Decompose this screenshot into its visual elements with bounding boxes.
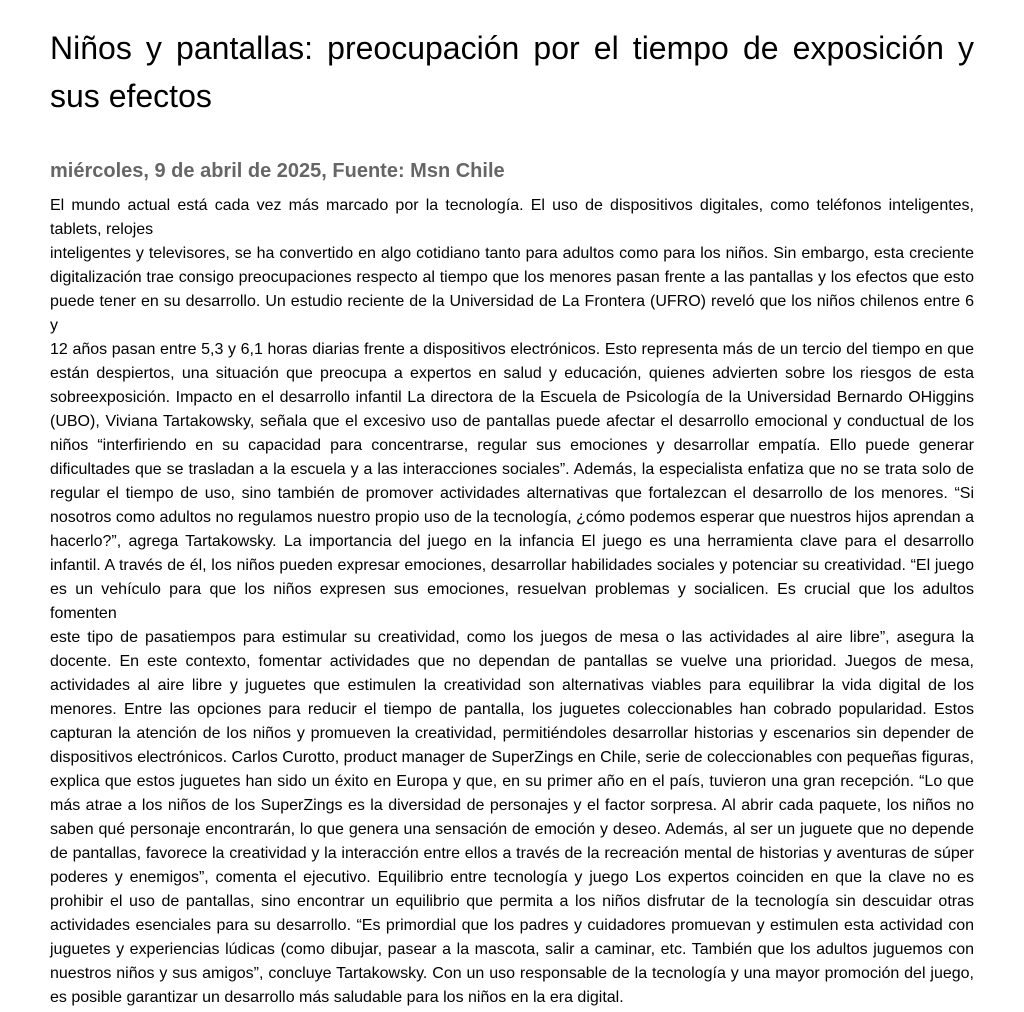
- body-line: saben qué personaje encontrarán, lo que genera una sensación de emoción y deseo. Además, al ser un juguete que no depende: [50, 821, 974, 838]
- body-line: de pantallas, favorece la creatividad y la interacción entre ellos a través de la recreación mental de historias y aventuras de súper: [50, 845, 974, 862]
- body-line: juguetes y experiencias lúdicas (como dibujar, pasear a la mascota, salir a caminar, etc. También que los adultos juguemos con: [50, 941, 974, 958]
- body-line: este tipo de pasatiempos para estimular su creatividad, como los juegos de mesa o las actividades al aire libre”, asegura la: [50, 629, 974, 646]
- body-line: actividades al aire libre y juguetes que estimulen la creatividad son alternativas viables para equilibrar la vida digital de los: [50, 677, 974, 694]
- body-line: niños “interfiriendo en su capacidad para concentrarse, regular sus emociones y desarrollar empatía. Ello puede generar: [50, 437, 974, 454]
- article-title: Niños y pantallas: preocupación por el tiempo de exposición y sus efectos: [50, 30, 974, 114]
- body-line: docente. En este contexto, fomentar actividades que no dependan de pantallas se vuelve una prioridad. Juegos de mesa,: [50, 653, 974, 670]
- body-line: es posible garantizar un desarrollo más saludable para los niños en la era digital.: [50, 989, 624, 1006]
- body-line: dificultades que se trasladan a la escuela y a las interacciones sociales”. Además, la especialista enfatiza que no se trata solo de: [50, 461, 974, 478]
- body-line: (UBO), Viviana Tartakowsky, señala que el excesivo uso de pantallas puede afectar el desarrollo emocional y conductual de los: [50, 413, 974, 430]
- body-line: explica que estos juguetes han sido un éxito en Europa y que, en su primer año en el país, tuvieron una gran recepción. “Lo que: [50, 773, 974, 790]
- body-line: es un vehículo para que los niños expresen sus emociones, resuelvan problemas y socialicen. Es crucial que los adultos fomenten: [50, 581, 974, 622]
- body-line: más atrae a los niños de los SuperZings es la diversidad de personajes y el factor sorpresa. Al abrir cada paquete, los niños no: [50, 797, 974, 814]
- body-line: hacerlo?”, agrega Tartakowsky. La importancia del juego en la infancia El juego es una herramienta clave para el desarrollo: [50, 533, 974, 550]
- body-line: prohibir el uso de pantallas, sino encontrar un equilibrio que permita a los niños disfrutar de la tecnología sin descuidar otras: [50, 893, 974, 910]
- body-line: dispositivos electrónicos. Carlos Curotto, product manager de SuperZings en Chile, serie de coleccionables con pequeñas figuras,: [50, 749, 974, 766]
- body-line: digitalización trae consigo preocupaciones respecto al tiempo que los menores pasan frente a las pantallas y los efectos que esto: [50, 269, 974, 286]
- body-line: capturan la atención de los niños y promueven la creatividad, permitiéndoles desarrollar historias y escenarios sin depender de: [50, 725, 974, 742]
- body-line: actividades esenciales para su desarrollo. “Es primordial que los padres y cuidadores promuevan y estimulen esta actividad con: [50, 917, 974, 934]
- body-line: tablets, relojes: [50, 221, 154, 238]
- article-meta: [50, 158, 974, 184]
- body-line: menores. Entre las opciones para reducir el tiempo de pantalla, los juguetes coleccionables han cobrado popularidad. Estos: [50, 701, 974, 718]
- body-line: sobreexposición. Impacto en el desarrollo infantil La directora de la Escuela de Psicología de la Universidad Bernardo OHiggins: [50, 389, 974, 406]
- body-line: nosotros como adultos no regulamos nuestro propio uso de la tecnología, ¿cómo podemos esperar que nuestros hijos aprendan a: [50, 509, 974, 526]
- body-line: 12 años pasan entre 5,3 y 6,1 horas diarias frente a dispositivos electrónicos. Esto representa más de un tercio del tiempo en que: [50, 341, 974, 358]
- article-date: miércoles, 9 de abril de 2025: [50, 160, 322, 182]
- body-line: nuestros niños y sus amigos”, concluye Tartakowsky. Con un uso responsable de la tecnología y una mayor promoción del juego,: [50, 965, 974, 982]
- body-line: inteligentes y televisores, se ha convertido en algo cotidiano tanto para adultos como para los niños. Sin embargo, esta creciente: [50, 245, 974, 262]
- body-line: puede tener en su desarrollo. Un estudio reciente de la Universidad de La Frontera (UFRO) reveló que los niños chilenos entre 6 y: [50, 293, 974, 334]
- body-line: El mundo actual está cada vez más marcado por la tecnología. El uso de dispositivos digitales, como teléfonos inteligentes,: [50, 197, 974, 214]
- article: [50, 24, 974, 1010]
- body-line: están despiertos, una situación que preocupa a expertos en salud y educación, quienes advierten sobre los riesgos de esta: [50, 365, 974, 382]
- article-body: [50, 194, 974, 1010]
- body-line: infantil. A través de él, los niños pueden expresar emociones, desarrollar habilidades sociales y potenciar su creatividad. “El juego: [50, 557, 974, 574]
- body-line: regular el tiempo de uso, sino también de promover actividades alternativas que fortalezcan el desarrollo de los menores. “Si: [50, 485, 974, 502]
- meta-separator: ,: [321, 160, 333, 182]
- body-line: poderes y enemigos”, comenta el ejecutivo. Equilibrio entre tecnología y juego Los expertos coinciden en que la clave no es: [50, 869, 974, 886]
- article-source: Fuente: Msn Chile: [332, 160, 505, 182]
